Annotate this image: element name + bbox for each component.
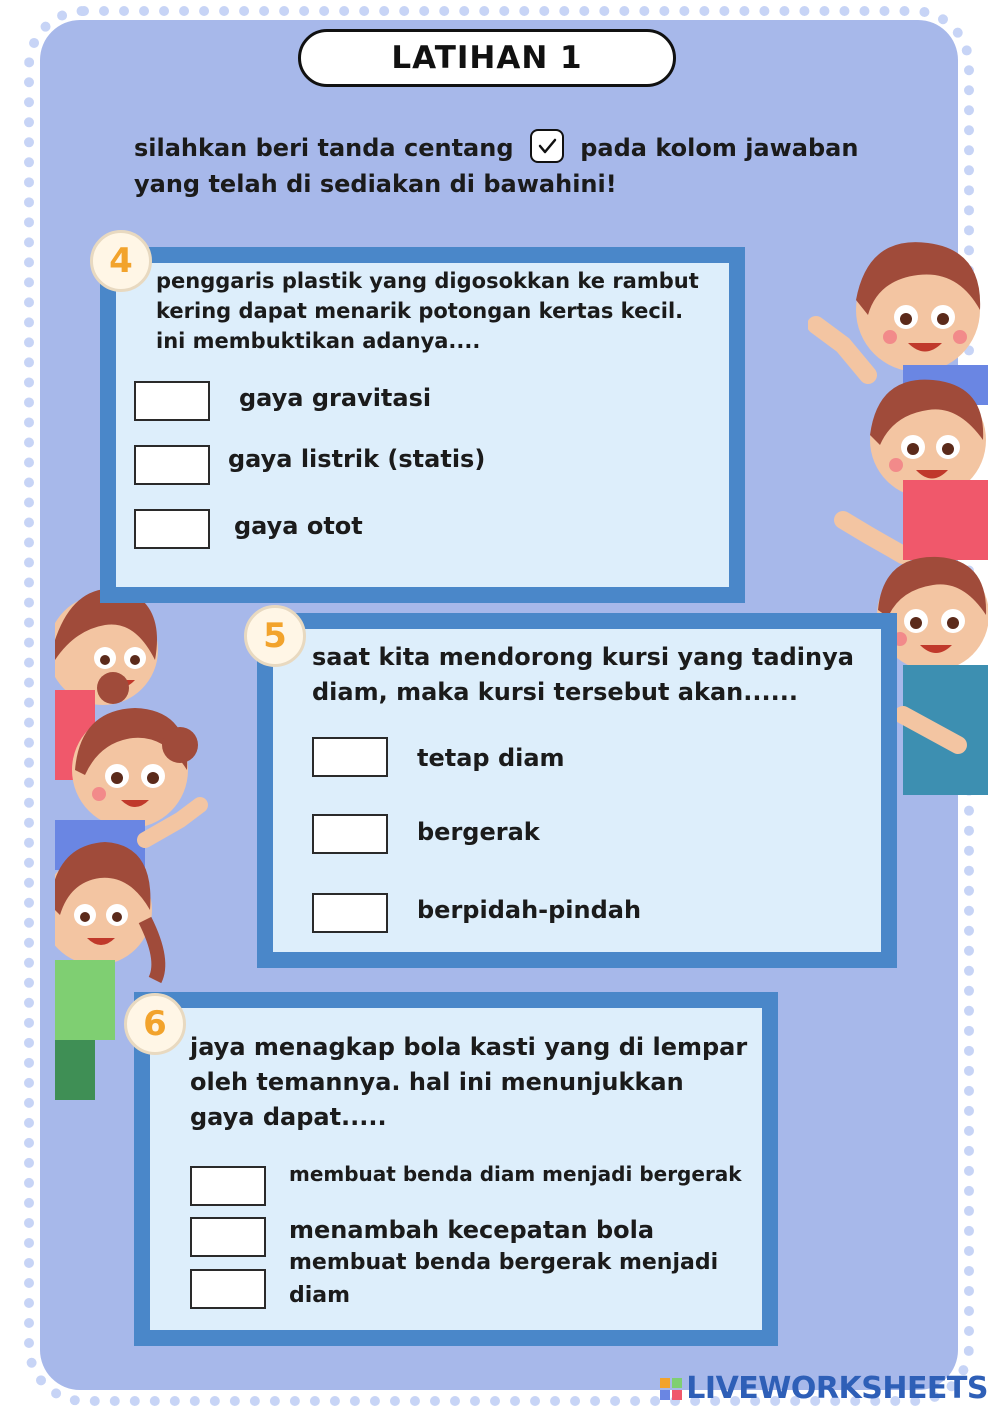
question-line: jaya menagkap bola kasti yang di lempar xyxy=(190,1033,748,1061)
answer-option-label: bergerak xyxy=(417,818,540,846)
checkmark-icon xyxy=(530,129,564,163)
answer-checkbox[interactable] xyxy=(190,1166,266,1206)
answer-option-label-cont: diam xyxy=(289,1283,351,1308)
question-4-text xyxy=(156,266,699,356)
answer-option-label: berpidah-pindah xyxy=(417,896,642,924)
question-5-text xyxy=(312,640,854,710)
answer-checkbox[interactable] xyxy=(190,1217,266,1257)
question-number-badge: 4 xyxy=(90,230,152,292)
answer-checkbox[interactable] xyxy=(134,509,210,549)
answer-option-label: membuat benda bergerak menjadi xyxy=(289,1250,719,1275)
answer-checkbox[interactable] xyxy=(134,445,210,485)
question-line: kering dapat menarik potongan kertas kecil. xyxy=(156,299,684,323)
question-6-text xyxy=(190,1030,747,1135)
page-title: LATIHAN 1 xyxy=(391,40,583,76)
answer-option-label: tetap diam xyxy=(417,744,565,772)
answer-checkbox[interactable] xyxy=(312,814,388,854)
question-line: saat kita mendorong kursi yang tadinya xyxy=(312,643,854,671)
question-line: penggaris plastik yang digosokkan ke rambut xyxy=(156,269,699,293)
answer-option-label: gaya listrik (statis) xyxy=(228,445,486,473)
answer-checkbox[interactable] xyxy=(312,737,388,777)
question-number-badge: 5 xyxy=(244,605,306,667)
instruction-text xyxy=(134,130,914,202)
answer-checkbox[interactable] xyxy=(312,893,388,933)
answer-checkbox[interactable] xyxy=(190,1269,266,1309)
logo-text: LIVEWORKSHEETS xyxy=(686,1371,988,1406)
answer-option-label: gaya gravitasi xyxy=(239,384,432,412)
question-line: ini membuktikan adanya.... xyxy=(156,329,481,353)
answer-checkbox[interactable] xyxy=(134,381,210,421)
liveworksheets-logo xyxy=(660,1371,988,1406)
answer-option-label: gaya otot xyxy=(234,512,363,540)
instruction-after: pada kolom jawaban yang telah di sediakan di bawahini! xyxy=(134,134,859,198)
question-line: gaya dapat..... xyxy=(190,1103,387,1131)
answer-option-label: menambah kecepatan bola xyxy=(289,1216,655,1244)
instruction-before: silahkan beri tanda centang xyxy=(134,134,514,162)
question-line: oleh temannya. hal ini menunjukkan xyxy=(190,1068,684,1096)
logo-mark-icon xyxy=(660,1378,682,1400)
question-line: diam, maka kursi tersebut akan...... xyxy=(312,678,798,706)
answer-option-label: membuat benda diam menjadi bergerak xyxy=(289,1162,742,1186)
title-banner xyxy=(298,29,676,87)
question-number-badge: 6 xyxy=(124,993,186,1055)
